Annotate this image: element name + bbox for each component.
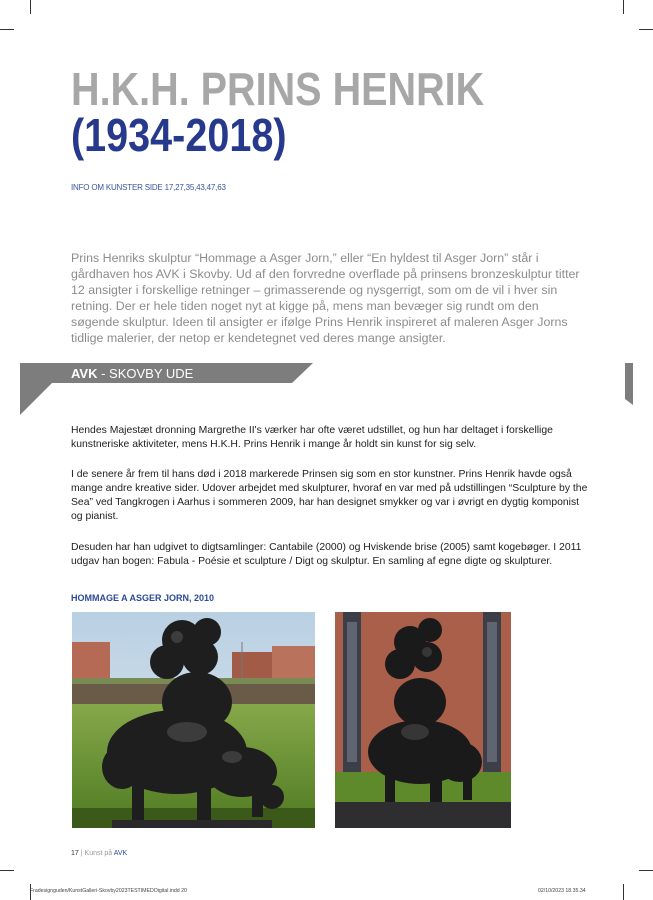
crop-mark <box>30 0 31 14</box>
intro-paragraph: Prins Henriks skulptur “Hommage a Asger Jorn,” eller “En hyldest til Asger Jorn” står i gårdhaven hos AVK i Skovby. Ud af den forvredne overflade på prinsens bronzeskulptur titter 12 ansigter i forskellige retninger – grimasserende og nysgerrigt, som om de vil i hver sin retning. Der er hele tiden noget nyt at kigge på, mens man bevæger sig rundt om den søgende skulptur. Ideen til ansigter er ifølge Prins Henrik inspireret af maleren Asger Jorns tidlige malerier, der netop er kendetegnet ved deres mange ansigter. <box>71 251 580 345</box>
page-title: H.K.H. PRINS HENRIK <box>71 63 485 115</box>
crop-mark <box>623 884 624 900</box>
body-paragraph-2: I de senere år frem til hans død i 2018 markerede Prinsen sig som en stor kunstner. Prins Henrik havde også mange andre kreative sider. Udover arbejdet med skulpturer, hvoraf en var med på udstillingen “Sculpture by the Sea” ved Tangkrogen i Aarhus i sommeren 2009, har han designet smykker og var i øvrigt en dygtig komponist og pianist. <box>71 469 588 522</box>
crop-mark <box>0 29 14 30</box>
footer-separator: | <box>80 850 83 857</box>
page-number: 17 <box>71 850 79 857</box>
page-subtitle-years: (1934-2018) <box>71 109 287 161</box>
footer-brand: AVK <box>113 850 128 857</box>
footer-label: Kunst på <box>84 850 114 857</box>
info-reference: INFO OM KUNSTER SIDE 17,27,35,43,47,63 <box>71 183 226 192</box>
sculpture-photo-brick-wall <box>335 612 511 828</box>
photo-caption: HOMMAGE A ASGER JORN, 2010 <box>71 593 215 603</box>
print-slug-file: Fradesignguden/KunstGalleri-Skovby2023TESTIMEDOigital.indd 20 <box>30 888 187 894</box>
sculpture-photo-garden <box>72 612 315 828</box>
page-footer <box>71 850 127 857</box>
crop-mark <box>639 29 653 30</box>
crop-mark <box>639 870 653 871</box>
side-tab <box>625 363 633 405</box>
print-slug-date: 02/10/2023 18.35.34 <box>538 888 586 894</box>
section-bar-location: - SKOVBY UDE <box>97 366 194 381</box>
body-paragraph-1: Hendes Majestæt dronning Margrethe II's værker har ofte været udstillet, og hun har deltaget i forskellige kunstneriske aktiviteter, mens H.K.H. Prins Henrik i mange år holdt sin kunst for sig selv. <box>71 425 553 450</box>
crop-mark <box>623 0 624 14</box>
body-paragraph-3: Desuden har han udgivet to digtsamlinger: Cantabile (2000) og Hviskende brise (2005) samt kogebøger. I 2011 udgav han bogen: Fabula - Poésie et sculpture / Digt og skulptur. En samling af egne digte og skulpturer. <box>71 542 582 567</box>
section-bar-label <box>71 366 193 381</box>
section-bar-brand: AVK <box>71 366 98 381</box>
crop-mark <box>0 870 14 871</box>
